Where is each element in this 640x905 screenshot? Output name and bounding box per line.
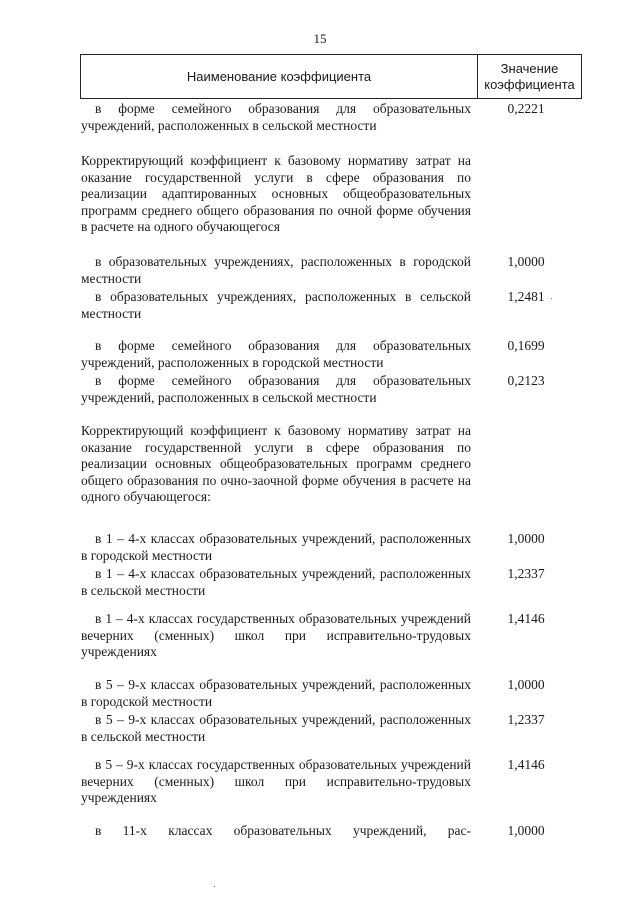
scan-speck [214, 886, 215, 887]
section-heading: Корректирующий коэффициент к базовому нормативу затрат на оказание государственной услуги в сфере образования по реализации адаптированных основных общеобразовательных программ среднего общего образования по очной форме обучения в расчете на одного обучающегося [81, 153, 471, 235]
header-coefficient-name: Наименование коэффициента [186, 69, 372, 84]
section-heading: Корректирующий коэффициент к базовому нормативу затрат на оказание государственной услуги в сфере образования по реализации основных общеобразовательных программ среднего общего образования по очно-заочной форме обучения в расчете на одного обучающегося: [81, 423, 471, 505]
table-row-text: в 1 – 4-х классах государственных образовательных учреждений вечерних (сменных) школ при исправительно-трудовых учреждениях [81, 611, 471, 659]
table-row-value: 1,2337 [507, 712, 545, 727]
table-row-value: 0,2221 [507, 101, 545, 116]
table-row-value: 0,2123 [507, 373, 545, 388]
table-row-text: в форме семейного образования для образовательных учреждений, расположенных в городской местности [81, 338, 471, 370]
page-number: 15 [313, 31, 327, 46]
table-header [80, 54, 582, 99]
table-row-text: в форме семейного образования для образовательных учреждений, расположенных в сельской местности [81, 373, 471, 405]
scan-speck [551, 298, 552, 299]
table-row-value: 1,4146 [507, 757, 545, 772]
table-row-text: в 5 – 9-х классах образовательных учреждений, расположенных в сельской местности [81, 712, 471, 744]
table-row-text: в образовательных учреждениях, расположенных в городской местности [81, 254, 471, 286]
table-row-text: в 1 – 4-х классах образовательных учреждений, расположенных в сельской местности [81, 566, 471, 598]
table-row-value: 1,0000 [507, 254, 545, 269]
table-row-text: в 5 – 9-х классах государственных образовательных учреждений вечерних (сменных) школ при исправительно-трудовых учреждениях [81, 757, 471, 805]
table-row-value: 1,0000 [507, 531, 545, 546]
table-row-text: в образовательных учреждениях, расположенных в сельской местности [81, 289, 471, 321]
table-row-text: в форме семейного образования для образовательных учреждений, расположенных в сельской местности [81, 101, 471, 133]
header-coefficient-value: Значение коэффициента [484, 60, 575, 92]
table-row-value: 1,2481 [507, 289, 545, 304]
table-row-value: 1,0000 [507, 677, 545, 692]
table-row-text: в 5 – 9-х классах образовательных учреждений, расположенных в городской местности [81, 677, 471, 709]
table-row-text: в 11-х классах образовательных учреждений, рас- [95, 823, 471, 838]
table-row-value: 1,0000 [507, 823, 545, 838]
table-row-value: 1,4146 [507, 611, 545, 626]
table-row-value: 1,2337 [507, 566, 545, 581]
table-row-value: 0,1699 [507, 338, 545, 353]
table-row-text: в 1 – 4-х классах образовательных учреждений, расположенных в городской местности [81, 531, 471, 563]
